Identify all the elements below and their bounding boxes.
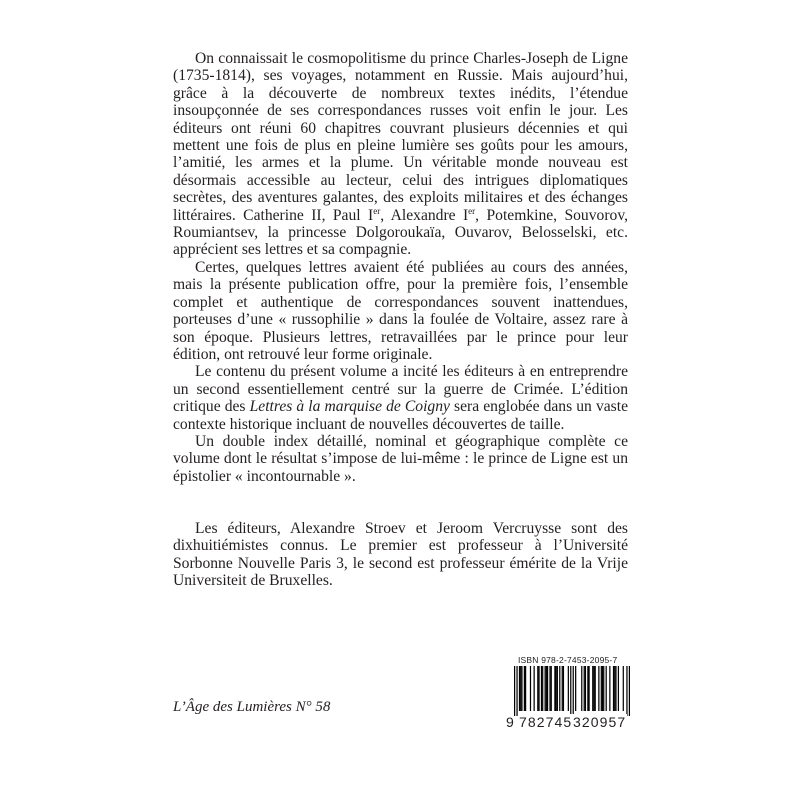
barcode-digit-first: 9 [506,714,514,730]
series-name: L’Âge des Lumières N° 58 [173,699,331,715]
barcode-bars [514,666,630,716]
barcode-digits-left: 782745 [519,714,573,730]
barcode-bar [547,666,548,711]
barcode-bar [602,666,603,711]
barcode-bar [541,666,542,711]
barcode-bar [629,666,630,716]
barcode-bar [516,666,517,716]
barcode-bar [595,666,596,711]
barcode-bar [551,666,552,711]
paragraph-publication: Certes, quelques lettres avaient été publiées au cours des années, mais la présente publication offre, pour la première fois, l’ensemble complet et authentique de correspondances souvent inattendues, porteuses d’une « russophilie » dans la foulée de Voltaire, assez rare à son époque. Plusieurs lettres, retravaillées par le prince pour leur édition, ont retrouvé leur forme originale. [173,258,628,363]
barcode-bar [587,666,588,711]
barcode-bar [546,666,547,711]
barcode-bar [584,666,585,711]
barcode-bar [609,666,610,711]
barcode-bar [525,666,526,711]
barcode-bar [534,666,535,711]
barcode-bar [575,666,576,711]
barcode-bar [618,666,619,711]
barcode-bar [521,666,522,711]
barcode-bar [613,666,614,711]
barcode-bar [545,666,546,711]
barcode-digits-right: 320957 [573,714,627,730]
barcode-bar [603,666,604,711]
barcode-bar [519,666,520,711]
barcode-bar [557,666,558,711]
barcode-bar [568,666,569,711]
barcode-bar [537,666,538,711]
barcode-bar [581,666,582,711]
isbn-label: ISBN 978-2-7453-2095-7 [518,655,618,665]
barcode-bar [563,666,564,711]
barcode-bar [549,666,550,711]
barcode-bar [601,666,602,711]
barcode-bar [514,666,515,716]
barcode-bar [554,666,555,711]
paragraph-intro: On connaissait le cosmopolitisme du prince Charles-Joseph de Ligne (1735-1814), ses voyages, notamment en Russie. Mais aujourd’hui, grâce à la découverte de nombreux textes inédits, l’étendue insoupçonnée de ses correspondances russes voit enfin le jour. Les éditeurs ont réuni 60 chapitres couvrant plusieurs décennies et qui mettent une fois de plus en pleine lumière ses goûts pour les amours, l’amitié, les armes et la plume. Un véritable monde nouveau est désormais accessible au lecteur, celui des intrigues diplomatiques secrètes, des aventures galantes, des exploits militaires et des échanges littéraires. Catherine II, Paul Ier, Alexandre Ier, Potemkine, Souvorov, Roumiantsev, la princesse Dolgoroukaïa, Ouvarov, Belosselski, etc. apprécient ses lettres et sa compagnie. [173,50,628,259]
barcode-bar [614,666,615,711]
barcode-bar [562,666,563,711]
barcode-bar [524,666,525,711]
barcode-bar [559,666,560,711]
barcode-bar [615,666,616,711]
superscript: er [468,205,476,216]
barcode-bar [520,666,521,711]
paragraph-index: Un double index détaillé, nominal et géographique complète ce volume dont le résultat s’impose de lui-même : le prince de Ligne est un épistolier « incontournable ». [173,432,628,485]
barcode-bar [570,666,571,716]
barcode-bar [592,666,593,711]
editors-bio [173,520,628,590]
book-title: Lettres à la marquise de Coigny [249,398,450,416]
paragraph-second-volume: Le contenu du présent volume a incité les éditeurs à en entreprendre un second essentiellement centré sur la guerre de Crimée. L’édition critique des Lettres à la marquise de Coigny sera englobée dans un vaste contexte historique incluant de nouvelles découvertes de taille. [173,363,628,433]
barcode-bar [573,666,574,716]
barcode-bar [556,666,557,711]
barcode-bar [588,666,589,711]
barcode-bar [626,666,627,716]
barcode-bar [585,666,586,711]
isbn-barcode [508,655,632,731]
barcode-bar [542,666,543,711]
barcode-bar [606,666,607,711]
barcode-bar [623,666,624,711]
barcode-bar [598,666,599,711]
back-cover-description [173,50,628,485]
superscript: er [373,205,381,216]
barcode-bar [538,666,539,711]
barcode-bar [593,666,594,711]
editors-paragraph: Les éditeurs, Alexandre Stroev et Jeroom Vercruysse sont des dixhuitiémistes connus. Le premier est professeur à l’Université Sorbonne Nouvelle Paris 3, le second est professeur émérite de la Vrije Universiteit de Bruxelles. [173,520,628,590]
barcode-bar [530,666,531,711]
